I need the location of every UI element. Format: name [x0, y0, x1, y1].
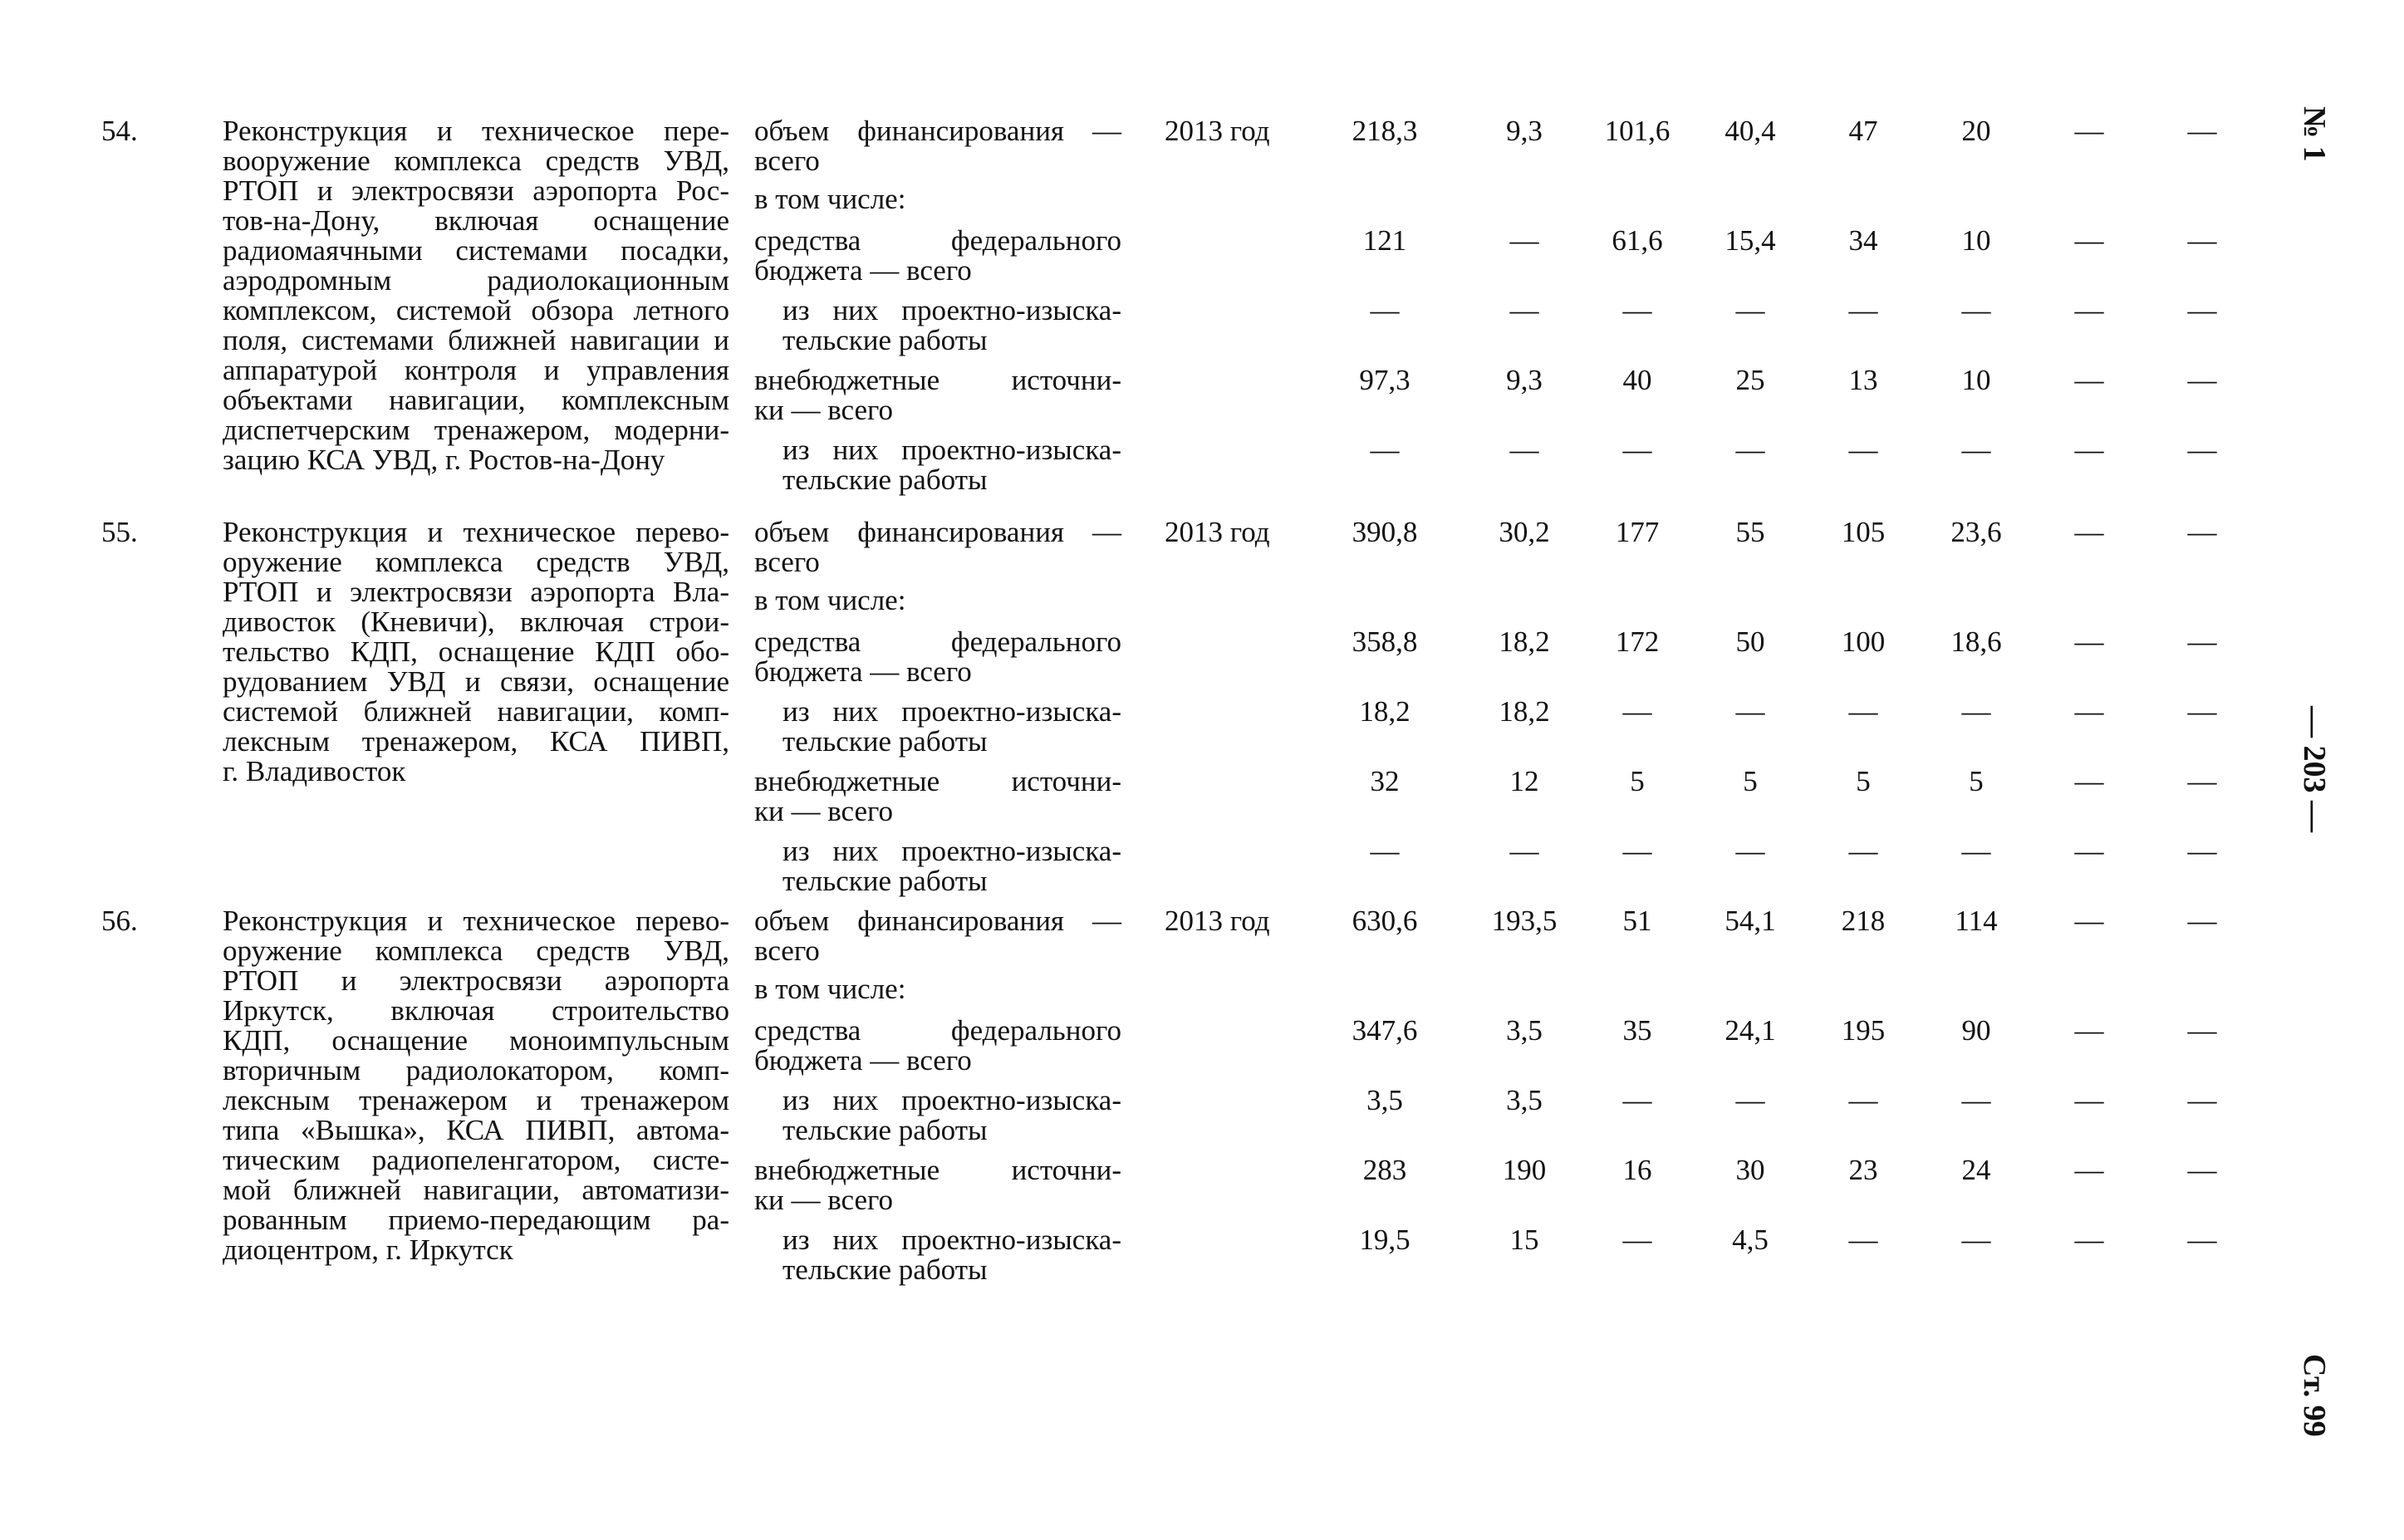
item-title-line: рудованием УВД и связи, оснащение: [223, 665, 729, 698]
financing-label: из них проектно-изыска-: [783, 434, 1121, 466]
financing-label: всего: [754, 145, 820, 177]
financing-label: средства федерального: [754, 224, 1121, 257]
value-cell: 20: [1961, 115, 1991, 147]
financing-label: внебюджетные источни-: [754, 1154, 1121, 1186]
item-title-line: дивосток (Кневичи), включая строи-: [223, 606, 729, 638]
value-cell: 40: [1622, 364, 1652, 396]
item-title-line: радиомаячными системами посадки,: [223, 234, 729, 267]
row-number: 55.: [101, 516, 138, 548]
value-cell: 16: [1622, 1154, 1652, 1186]
value-cell: —: [1509, 224, 1539, 257]
value-cell: —: [2187, 364, 2217, 396]
value-cell: —: [2074, 765, 2104, 797]
value-cell: —: [2187, 1224, 2217, 1256]
value-cell: 3,5: [1506, 1084, 1543, 1116]
value-cell: —: [1961, 1224, 1991, 1256]
value-cell: —: [1848, 835, 1878, 867]
value-cell: —: [1961, 294, 1991, 326]
value-cell: 30: [1735, 1154, 1765, 1186]
value-cell: —: [1622, 1084, 1652, 1116]
item-title-line: лексным тренажером, КСА ПИВП,: [223, 725, 729, 758]
value-cell: —: [2187, 516, 2217, 548]
financing-label: тельские работы: [783, 324, 988, 356]
financing-label: объем финансирования —: [754, 905, 1121, 937]
value-cell: 34: [1848, 224, 1878, 257]
financing-label: внебюджетные источни-: [754, 765, 1121, 797]
financing-label: внебюджетные источни-: [754, 364, 1121, 396]
value-cell: 35: [1622, 1014, 1652, 1047]
value-cell: —: [2074, 905, 2104, 937]
financing-label: из них проектно-изыска-: [783, 294, 1121, 326]
value-cell: 105: [1841, 516, 1886, 548]
item-title-line: Иркутск, включая строительство: [223, 994, 729, 1027]
value-cell: 61,6: [1612, 224, 1663, 257]
financing-label: тельские работы: [783, 1114, 988, 1146]
value-cell: 193,5: [1491, 905, 1558, 937]
value-cell: —: [1735, 294, 1765, 326]
financing-label: всего: [754, 934, 820, 967]
value-cell: 50: [1735, 625, 1765, 658]
value-cell: 55: [1735, 516, 1765, 548]
value-cell: —: [1370, 835, 1400, 867]
value-cell: —: [1735, 695, 1765, 728]
financing-label: из них проектно-изыска-: [783, 695, 1121, 728]
value-cell: —: [1848, 1224, 1878, 1256]
value-cell: 358,8: [1352, 625, 1418, 658]
financing-label: в том числе:: [754, 973, 906, 1005]
item-title-line: зацию КСА УВД, г. Ростов-на-Дону: [223, 444, 665, 476]
value-cell: 18,2: [1359, 695, 1411, 728]
value-cell: —: [2074, 224, 2104, 257]
financing-label: тельские работы: [783, 1253, 988, 1286]
value-cell: 121: [1362, 224, 1407, 257]
value-cell: 30,2: [1499, 516, 1550, 548]
value-cell: 10: [1961, 364, 1991, 396]
item-title-line: аэродромным радиолокационным: [223, 264, 729, 297]
value-cell: —: [1622, 1224, 1652, 1256]
financing-label: бюджета — всего: [754, 254, 972, 287]
financing-label: ки — всего: [754, 795, 894, 827]
item-title-line: комплексом, системой обзора летного: [223, 294, 729, 326]
financing-label: бюджета — всего: [754, 1044, 972, 1077]
value-cell: —: [1961, 434, 1991, 466]
item-title-line: лексным тренажером и тренажером: [223, 1084, 729, 1116]
value-cell: 19,5: [1359, 1224, 1411, 1256]
period: 2013 год: [1165, 905, 1270, 937]
item-title-line: оружение комплекса средств УВД,: [223, 934, 729, 967]
value-cell: 4,5: [1732, 1224, 1769, 1256]
value-cell: 5: [1630, 765, 1645, 797]
value-cell: —: [1370, 294, 1400, 326]
value-cell: 12: [1509, 765, 1539, 797]
row-number: 56.: [101, 905, 138, 937]
value-cell: —: [1509, 835, 1539, 867]
value-cell: 25: [1735, 364, 1765, 396]
item-title-line: Реконструкция и техническое перево-: [223, 905, 729, 937]
value-cell: 24,1: [1725, 1014, 1776, 1047]
item-title-line: типа «Вышка», КСА ПИВП, автома-: [223, 1114, 729, 1146]
value-cell: —: [2074, 434, 2104, 466]
value-cell: —: [2074, 695, 2104, 728]
item-title-line: вторичным радиолокатором, комп-: [223, 1054, 729, 1086]
value-cell: —: [1848, 294, 1878, 326]
item-title-line: РТОП и электросвязи аэропорта Рос-: [223, 174, 729, 207]
value-cell: 54,1: [1725, 905, 1776, 937]
value-cell: 283: [1362, 1154, 1407, 1186]
item-title-line: г. Владивосток: [223, 755, 406, 787]
period: 2013 год: [1165, 516, 1270, 548]
value-cell: 5: [1743, 765, 1758, 797]
value-cell: 172: [1615, 625, 1660, 658]
value-cell: —: [2187, 1084, 2217, 1116]
financing-label: из них проектно-изыска-: [783, 835, 1121, 867]
financing-label: объем финансирования —: [754, 516, 1121, 548]
item-title-line: поля, системами ближней навигации и: [223, 324, 729, 356]
value-cell: 100: [1841, 625, 1886, 658]
item-title-line: тельство КДП, оснащение КДП обо-: [223, 635, 729, 668]
financing-label: ки — всего: [754, 394, 894, 426]
value-cell: 90: [1961, 1014, 1991, 1047]
financing-label: всего: [754, 546, 820, 578]
value-cell: —: [2074, 516, 2104, 548]
value-cell: 15: [1509, 1224, 1539, 1256]
value-cell: —: [2187, 625, 2217, 658]
value-cell: —: [1961, 835, 1991, 867]
financing-label: объем финансирования —: [754, 115, 1121, 147]
item-title-line: РТОП и электросвязи аэропорта Вла-: [223, 576, 729, 608]
financing-label: в том числе:: [754, 584, 906, 616]
financing-label: из них проектно-изыска-: [783, 1224, 1121, 1256]
item-title-line: Реконструкция и техническое пере-: [223, 115, 729, 147]
value-cell: —: [2074, 1014, 2104, 1047]
value-cell: —: [1848, 434, 1878, 466]
value-cell: —: [2187, 1014, 2217, 1047]
value-cell: 630,6: [1352, 905, 1418, 937]
financing-label: средства федерального: [754, 1014, 1121, 1047]
value-cell: 5: [1856, 765, 1871, 797]
value-cell: —: [2187, 1154, 2217, 1186]
value-cell: 9,3: [1506, 364, 1543, 396]
issue-number: № 1: [2297, 106, 2332, 162]
value-cell: 18,2: [1499, 625, 1550, 658]
value-cell: —: [2074, 1224, 2104, 1256]
item-title-line: системой ближней навигации, комп-: [223, 695, 729, 728]
value-cell: —: [1622, 695, 1652, 728]
value-cell: —: [2074, 1154, 2104, 1186]
value-cell: —: [2074, 835, 2104, 867]
value-cell: 9,3: [1506, 115, 1543, 147]
value-cell: 218,3: [1352, 115, 1418, 147]
value-cell: 190: [1502, 1154, 1547, 1186]
value-cell: 40,4: [1725, 115, 1776, 147]
value-cell: 15,4: [1725, 224, 1776, 257]
item-title-line: аппаратурой контроля и управления: [223, 354, 729, 386]
value-cell: 51: [1622, 905, 1652, 937]
item-title-line: Реконструкция и техническое перево-: [223, 516, 729, 548]
value-cell: —: [2187, 115, 2217, 147]
value-cell: —: [1961, 695, 1991, 728]
financing-label: тельские работы: [783, 463, 988, 496]
value-cell: —: [2074, 625, 2104, 658]
item-title-line: объектами навигации, комплексным: [223, 384, 729, 416]
article-number: Ст. 99: [2297, 1354, 2332, 1437]
value-cell: —: [1622, 835, 1652, 867]
item-title-line: диспетчерским тренажером, модерни-: [223, 414, 729, 446]
value-cell: —: [1509, 434, 1539, 466]
value-cell: —: [1848, 1084, 1878, 1116]
value-cell: 3,5: [1366, 1084, 1403, 1116]
value-cell: 32: [1370, 765, 1400, 797]
financing-label: в том числе:: [754, 183, 906, 215]
value-cell: 390,8: [1352, 516, 1418, 548]
financing-label: бюджета — всего: [754, 655, 972, 688]
financing-label: из них проектно-изыска-: [783, 1084, 1121, 1116]
item-title-line: диоцентром, г. Иркутск: [223, 1233, 513, 1266]
item-title-line: мой ближней навигации, автоматизи-: [223, 1174, 729, 1206]
value-cell: —: [1622, 434, 1652, 466]
value-cell: —: [1735, 434, 1765, 466]
value-cell: —: [1370, 434, 1400, 466]
value-cell: 114: [1955, 905, 1998, 937]
item-title-line: рованным приемо-передающим ра-: [223, 1204, 729, 1236]
value-cell: —: [2074, 364, 2104, 396]
page-number: — 203 —: [2297, 706, 2332, 832]
value-cell: 47: [1848, 115, 1878, 147]
value-cell: 101,6: [1604, 115, 1671, 147]
value-cell: —: [2074, 294, 2104, 326]
value-cell: —: [2187, 905, 2217, 937]
value-cell: —: [1848, 695, 1878, 728]
value-cell: 10: [1961, 224, 1991, 257]
item-title-line: КДП, оснащение моноимпульсным: [223, 1024, 729, 1057]
period: 2013 год: [1165, 115, 1270, 147]
item-title-line: тов-на-Дону, включая оснащение: [223, 204, 729, 237]
value-cell: —: [2187, 695, 2217, 728]
value-cell: 23: [1848, 1154, 1878, 1186]
value-cell: —: [2187, 294, 2217, 326]
value-cell: 3,5: [1506, 1014, 1543, 1047]
value-cell: 5: [1969, 765, 1984, 797]
financing-label: ки — всего: [754, 1184, 894, 1216]
financing-label: тельские работы: [783, 725, 988, 758]
value-cell: —: [1735, 835, 1765, 867]
value-cell: 347,6: [1352, 1014, 1418, 1047]
value-cell: —: [1961, 1084, 1991, 1116]
value-cell: 24: [1961, 1154, 1991, 1186]
value-cell: —: [1622, 294, 1652, 326]
row-number: 54.: [101, 115, 138, 147]
item-title-line: вооружение комплекса средств УВД,: [223, 145, 729, 177]
item-title-line: оружение комплекса средств УВД,: [223, 546, 729, 578]
value-cell: 195: [1841, 1014, 1886, 1047]
value-cell: —: [2074, 115, 2104, 147]
value-cell: 97,3: [1359, 364, 1411, 396]
value-cell: 177: [1615, 516, 1660, 548]
value-cell: —: [1509, 294, 1539, 326]
value-cell: —: [2187, 434, 2217, 466]
value-cell: 23,6: [1950, 516, 2002, 548]
value-cell: —: [2187, 224, 2217, 257]
item-title-line: тическим радиопеленгатором, систе-: [223, 1144, 729, 1176]
value-cell: 18,6: [1950, 625, 2002, 658]
value-cell: 218: [1841, 905, 1886, 937]
value-cell: 18,2: [1499, 695, 1550, 728]
financing-label: тельские работы: [783, 865, 988, 897]
value-cell: —: [2187, 835, 2217, 867]
item-title-line: РТОП и электросвязи аэропорта: [223, 964, 729, 997]
value-cell: —: [2187, 765, 2217, 797]
financing-label: средства федерального: [754, 625, 1121, 658]
value-cell: —: [2074, 1084, 2104, 1116]
value-cell: 13: [1848, 364, 1878, 396]
value-cell: —: [1735, 1084, 1765, 1116]
